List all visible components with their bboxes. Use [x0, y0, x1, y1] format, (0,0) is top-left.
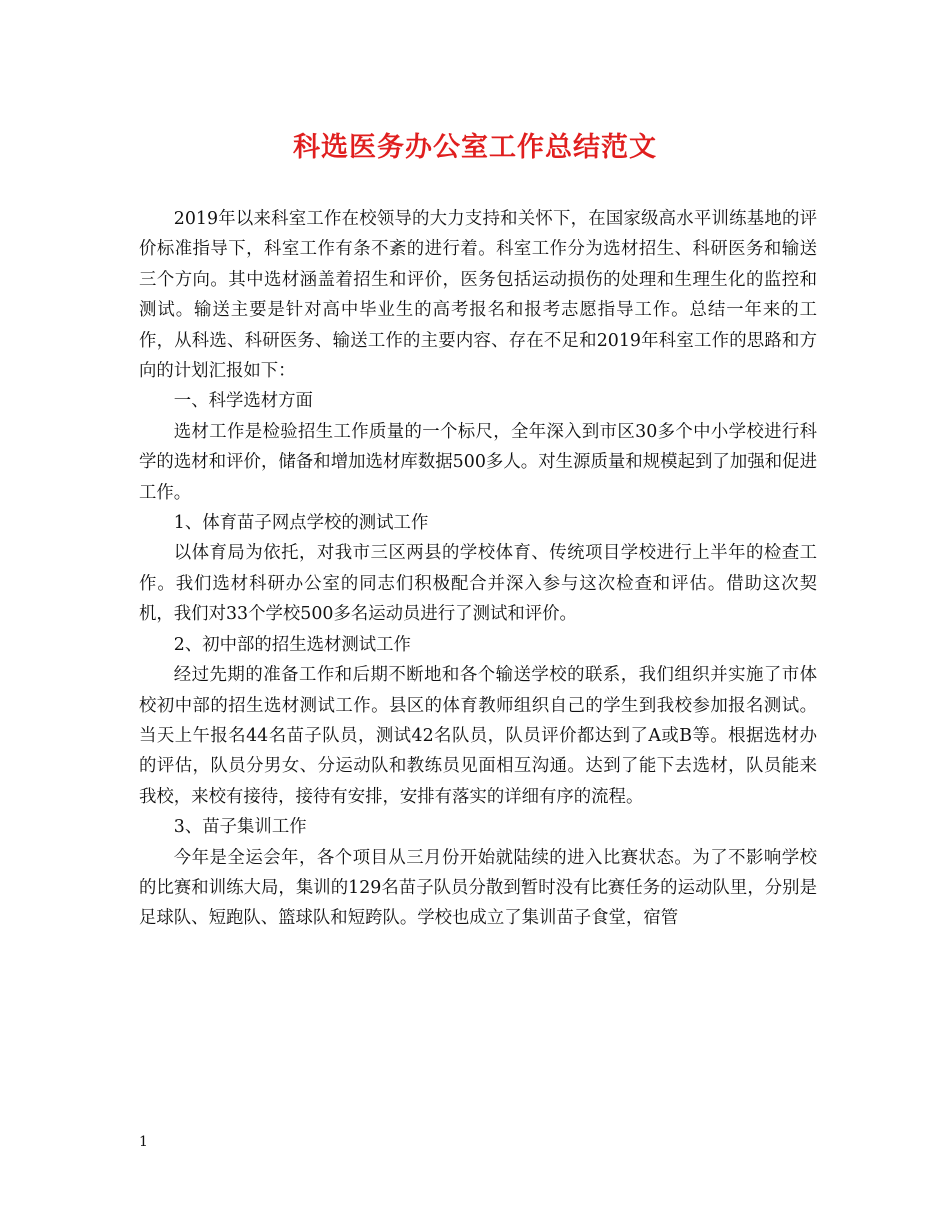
document-title: 科选医务办公室工作总结范文	[293, 132, 657, 163]
paragraph-subsection-2: 经过先期的准备工作和后期不断地和各个输送学校的联系，我们组织并实施了市体校初中部的招生选材测试工作。县区的体育教师组织自己的学生到我校参加报名测试。当天上午报名44名苗子队员，测试42名队员，队员评价都达到了A或B等。根据选材办的评估，队员分男女、分运动队和教练员见面相互沟通。达到了能下去选材，队员能来我校，来校有接待，接待有安排，安排有落实的详细有序的流程。	[139, 665, 817, 807]
paragraph-subsection-3: 今年是全运会年，各个项目从三月份开始就陆续的进入比赛状态。为了不影响学校的比赛和训练大局，集训的129名苗子队员分散到暂时没有比赛任务的运动队里，分别是足球队、短跑队、篮球队和短跨队。学校也成立了集训苗子食堂，宿管	[139, 847, 817, 929]
heading-subsection-3: 3、苗子集训工作	[173, 817, 307, 838]
heading-subsection-2: 2、初中部的招生选材测试工作	[173, 634, 411, 655]
document-body	[139, 204, 817, 934]
paragraph-subsection-1: 以体育局为依托，对我市三区两县的学校体育、传统项目学校进行上半年的检查工作。我们选材科研办公室的同志们积极配合并深入参与这次检查和评估。借助这次契机，我们对33个学校500多名运动员进行了测试和评价。	[139, 543, 817, 625]
heading-subsection-1: 1、体育苗子网点学校的测试工作	[173, 513, 429, 534]
paragraph-section-1: 选材工作是检验招生工作质量的一个标尺，全年深入到市区30多个中小学校进行科学的选材和评价，储备和增加选材库数据500多人。对生源质量和规模起到了加强和促进工作。	[139, 421, 817, 503]
page-number: 1	[139, 1134, 148, 1150]
heading-section-1: 一、科学选材方面	[173, 391, 313, 412]
paragraph-intro: 2019年以来科室工作在校领导的大力支持和关怀下，在国家级高水平训练基地的评价标准指导下，科室工作有条不紊的进行着。科室工作分为选材招生、科研医务和输送三个方向。其中选材涵盖着招生和评价，医务包括运动损伤的处理和生理生化的监控和测试。输送主要是针对高中毕业生的高考报名和报考志愿指导工作。总结一年来的工作，从科选、科研医务、输送工作的主要内容、存在不足和2019年科室工作的思路和方向的计划汇报如下：	[139, 209, 817, 382]
